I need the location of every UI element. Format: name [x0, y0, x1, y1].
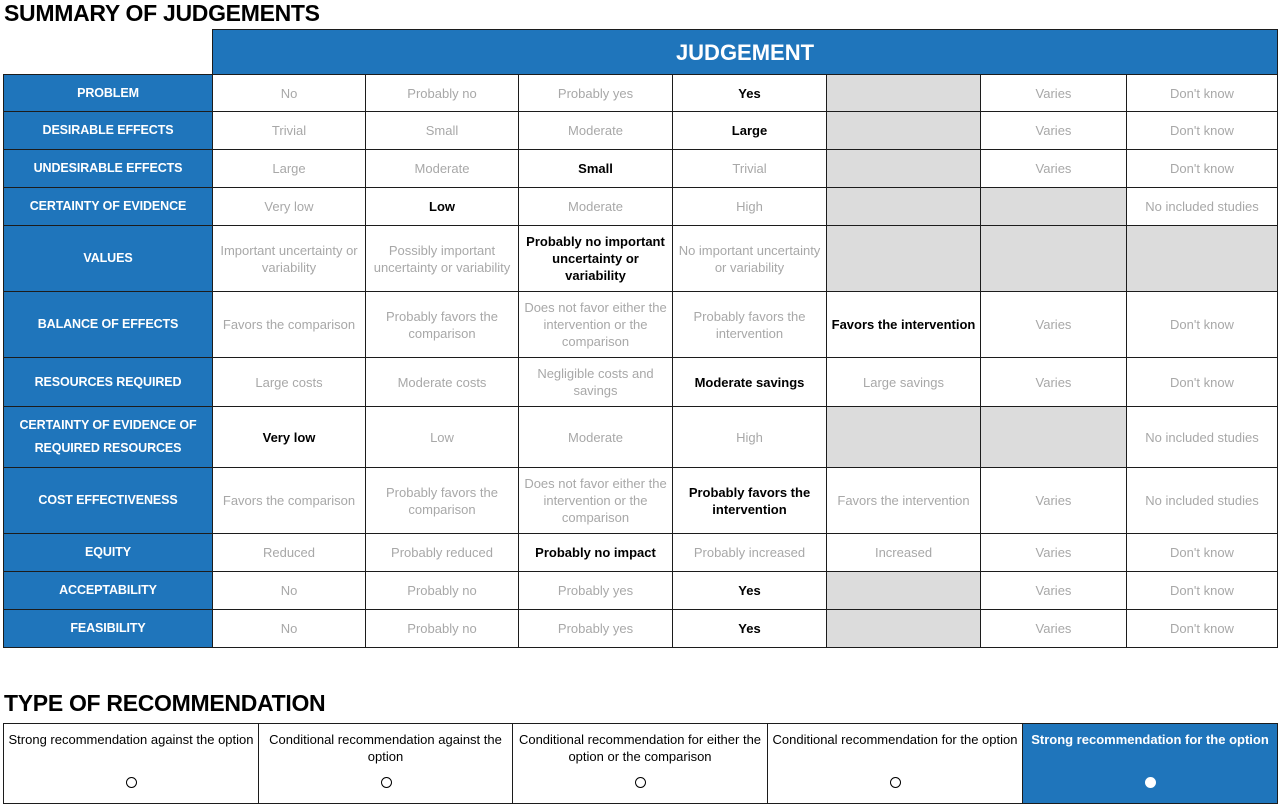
- judgements-table: [3, 29, 1278, 648]
- judgement-cell: Probably yes: [519, 572, 673, 610]
- recommendation-title: TYPE OF RECOMMENDATION: [4, 690, 326, 716]
- criterion-label: ACCEPTABILITY: [4, 572, 213, 610]
- judgement-cell: Don't know: [1127, 358, 1278, 407]
- judgement-cell: Low: [366, 407, 519, 468]
- judgement-cell: Important uncertainty or variability: [213, 226, 366, 292]
- judgement-cell: Varies: [981, 292, 1127, 358]
- radio-unselected-icon[interactable]: [635, 777, 646, 788]
- judgement-cell: Moderate: [519, 112, 673, 150]
- table-row: [4, 572, 1278, 610]
- empty-cell: [827, 610, 981, 648]
- judgement-cell: Large costs: [213, 358, 366, 407]
- judgement-cell: Don't know: [1127, 112, 1278, 150]
- selected-judgement-cell: Yes: [673, 572, 827, 610]
- judgement-cell: No: [213, 610, 366, 648]
- recommendation-label: Strong recommendation for the option: [1031, 732, 1269, 747]
- selected-judgement-cell: Probably no impact: [519, 534, 673, 572]
- criterion-label: FEASIBILITY: [4, 610, 213, 648]
- empty-cell: [827, 112, 981, 150]
- recommendation-option[interactable]: [4, 724, 259, 804]
- judgement-cell: Reduced: [213, 534, 366, 572]
- empty-cell: [827, 572, 981, 610]
- empty-cell: [827, 226, 981, 292]
- judgement-cell: No included studies: [1127, 188, 1278, 226]
- empty-cell: [827, 407, 981, 468]
- judgement-cell: No important uncertainty or variability: [673, 226, 827, 292]
- judgement-cell: Moderate: [519, 188, 673, 226]
- judgement-cell: Don't know: [1127, 75, 1278, 112]
- judgement-cell: Don't know: [1127, 572, 1278, 610]
- judgement-cell: Favors the comparison: [213, 468, 366, 534]
- judgement-cell: Varies: [981, 150, 1127, 188]
- empty-cell: [1127, 226, 1278, 292]
- criterion-label: COST EFFECTIVENESS: [4, 468, 213, 534]
- table-row: [4, 468, 1278, 534]
- recommendation-label: Conditional recommendation against the option: [269, 732, 502, 764]
- radio-unselected-icon[interactable]: [381, 777, 392, 788]
- judgement-cell: Probably no: [366, 572, 519, 610]
- judgement-cell: Don't know: [1127, 534, 1278, 572]
- judgement-cell: No: [213, 572, 366, 610]
- criterion-label: VALUES: [4, 226, 213, 292]
- empty-cell: [827, 75, 981, 112]
- empty-cell: [981, 226, 1127, 292]
- judgement-cell: Moderate costs: [366, 358, 519, 407]
- judgement-cell: Don't know: [1127, 610, 1278, 648]
- judgement-cell: Probably no: [366, 75, 519, 112]
- judgement-cell: Favors the intervention: [827, 468, 981, 534]
- selected-judgement-cell: Small: [519, 150, 673, 188]
- table-row: [4, 407, 1278, 468]
- judgement-cell: Varies: [981, 610, 1127, 648]
- judgement-cell: Negligible costs and savings: [519, 358, 673, 407]
- selected-judgement-cell: Yes: [673, 75, 827, 112]
- judgement-cell: Probably favors the comparison: [366, 468, 519, 534]
- judgement-cell: Favors the comparison: [213, 292, 366, 358]
- summary-title: SUMMARY OF JUDGEMENTS: [4, 0, 320, 26]
- recommendation-label: Conditional recommendation for either the option or the comparison: [518, 732, 762, 764]
- judgement-cell: No included studies: [1127, 468, 1278, 534]
- criterion-label: CERTAINTY OF EVIDENCE: [4, 188, 213, 226]
- judgement-cell: Increased: [827, 534, 981, 572]
- table-row: [4, 292, 1278, 358]
- table-row: [4, 610, 1278, 648]
- recommendation-label: Conditional recommendation for the option: [772, 732, 1018, 747]
- table-row: [4, 534, 1278, 572]
- judgement-cell: Varies: [981, 112, 1127, 150]
- judgement-cell: Varies: [981, 572, 1127, 610]
- judgement-cell: Trivial: [673, 150, 827, 188]
- recommendation-table: [3, 723, 1278, 804]
- judgement-cell: Probably favors the comparison: [366, 292, 519, 358]
- selected-judgement-cell: Favors the intervention: [827, 292, 981, 358]
- recommendation-label: Strong recommendation against the option: [8, 732, 254, 747]
- judgement-cell: Probably increased: [673, 534, 827, 572]
- judgement-cell: Don't know: [1127, 292, 1278, 358]
- table-row: [4, 188, 1278, 226]
- judgement-cell: Trivial: [213, 112, 366, 150]
- radio-unselected-icon[interactable]: [890, 777, 901, 788]
- empty-cell: [981, 188, 1127, 226]
- judgement-cell: Does not favor either the intervention or the comparison: [519, 292, 673, 358]
- recommendation-option[interactable]: [1023, 724, 1278, 804]
- selected-judgement-cell: Moderate savings: [673, 358, 827, 407]
- judgement-cell: Possibly important uncertainty or variability: [366, 226, 519, 292]
- recommendation-option[interactable]: [513, 724, 768, 804]
- criterion-label: PROBLEM: [4, 75, 213, 112]
- judgement-cell: Varies: [981, 534, 1127, 572]
- table-corner: [4, 30, 213, 75]
- table-row: [4, 150, 1278, 188]
- radio-selected-icon[interactable]: [1145, 777, 1156, 788]
- judgement-cell: No included studies: [1127, 407, 1278, 468]
- judgement-cell: Probably no: [366, 610, 519, 648]
- judgement-cell: Probably yes: [519, 75, 673, 112]
- recommendation-option[interactable]: [768, 724, 1023, 804]
- judgement-cell: Large savings: [827, 358, 981, 407]
- table-row: [4, 75, 1278, 112]
- recommendation-option[interactable]: [259, 724, 513, 804]
- table-row: [4, 358, 1278, 407]
- judgement-cell: Varies: [981, 75, 1127, 112]
- judgement-cell: Don't know: [1127, 150, 1278, 188]
- judgement-cell: High: [673, 407, 827, 468]
- table-row: [4, 112, 1278, 150]
- judgement-cell: Moderate: [519, 407, 673, 468]
- empty-cell: [981, 407, 1127, 468]
- judgement-cell: Moderate: [366, 150, 519, 188]
- selected-judgement-cell: Probably no important uncertainty or variability: [519, 226, 673, 292]
- empty-cell: [827, 188, 981, 226]
- selected-judgement-cell: Low: [366, 188, 519, 226]
- table-row: [4, 226, 1278, 292]
- criterion-label: RESOURCES REQUIRED: [4, 358, 213, 407]
- judgement-cell: Probably reduced: [366, 534, 519, 572]
- judgement-cell: Very low: [213, 188, 366, 226]
- criterion-label: UNDESIRABLE EFFECTS: [4, 150, 213, 188]
- selected-judgement-cell: Large: [673, 112, 827, 150]
- judgement-cell: Varies: [981, 468, 1127, 534]
- judgement-cell: Probably favors the intervention: [673, 292, 827, 358]
- criterion-label: EQUITY: [4, 534, 213, 572]
- selected-judgement-cell: Probably favors the intervention: [673, 468, 827, 534]
- criterion-label: CERTAINTY OF EVIDENCE OF REQUIRED RESOURCES: [4, 407, 213, 468]
- criterion-label: DESIRABLE EFFECTS: [4, 112, 213, 150]
- judgement-cell: Probably yes: [519, 610, 673, 648]
- judgement-cell: High: [673, 188, 827, 226]
- judgement-cell: Varies: [981, 358, 1127, 407]
- judgement-cell: Large: [213, 150, 366, 188]
- judgement-cell: Small: [366, 112, 519, 150]
- judgement-header: JUDGEMENT: [213, 30, 1278, 75]
- radio-unselected-icon[interactable]: [126, 777, 137, 788]
- empty-cell: [827, 150, 981, 188]
- judgement-cell: Does not favor either the intervention or the comparison: [519, 468, 673, 534]
- criterion-label: BALANCE OF EFFECTS: [4, 292, 213, 358]
- selected-judgement-cell: Very low: [213, 407, 366, 468]
- judgement-cell: No: [213, 75, 366, 112]
- selected-judgement-cell: Yes: [673, 610, 827, 648]
